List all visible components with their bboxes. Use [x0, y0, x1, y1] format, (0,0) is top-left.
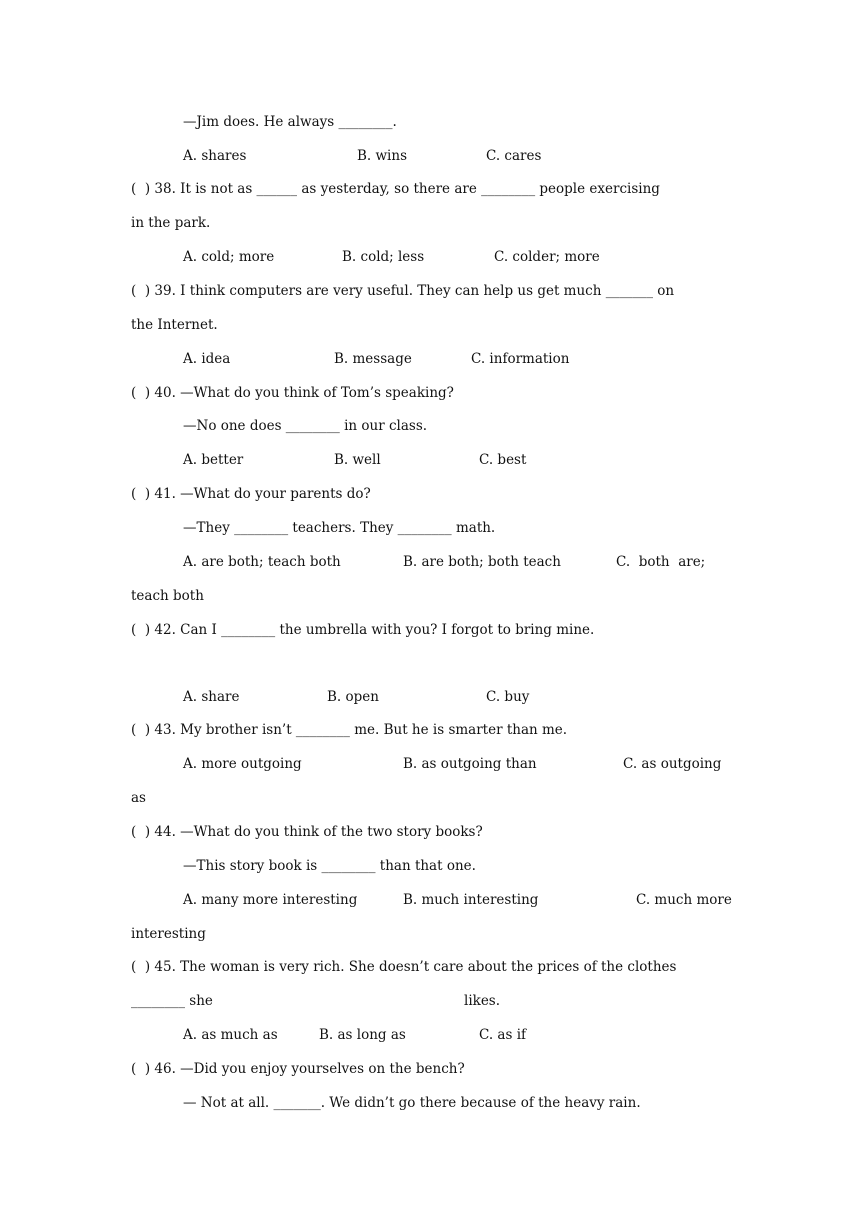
question-39: ( ) 39. I think computers are very useful. They can help us get much _______ on: [131, 283, 675, 299]
option-44-c: C. much more: [636, 892, 732, 908]
question-38: ( ) 38. It is not as ______ as yesterday, so there are ________ people exercising: [131, 181, 660, 197]
dialogue-line-41-answer: —They ________ teachers. They ________ math.: [183, 520, 496, 536]
option-41-c-cont: teach both: [131, 588, 204, 604]
dialogue-line-46-answer: — Not at all. _______. We didn’t go there because of the heavy rain.: [183, 1095, 641, 1111]
question-40: ( ) 40. —What do you think of Tom’s speaking?: [131, 385, 454, 401]
option-40-b: B. well: [334, 452, 381, 468]
option-44-a: A. many more interesting: [183, 892, 358, 908]
option-44-c-cont: interesting: [131, 926, 206, 942]
option-39-a: A. idea: [183, 351, 231, 367]
option-41-b: B. are both; both teach: [403, 554, 561, 570]
option-37-c: C. cares: [486, 148, 542, 164]
option-39-c: C. information: [471, 351, 570, 367]
option-43-a: A. more outgoing: [183, 756, 302, 772]
option-45-b: B. as long as: [319, 1027, 406, 1043]
option-44-b: B. much interesting: [403, 892, 539, 908]
dialogue-line-37-answer: —Jim does. He always ________.: [183, 114, 397, 130]
question-42: ( ) 42. Can I ________ the umbrella with you? I forgot to bring mine.: [131, 622, 595, 638]
option-43-b: B. as outgoing than: [403, 756, 537, 772]
question-45-cont-end: likes.: [464, 993, 501, 1009]
question-46: ( ) 46. —Did you enjoy yourselves on the bench?: [131, 1061, 465, 1077]
option-40-c: C. best: [479, 452, 527, 468]
option-41-a: A. are both; teach both: [183, 554, 341, 570]
question-43: ( ) 43. My brother isn’t ________ me. But he is smarter than me.: [131, 722, 568, 738]
option-37-b: B. wins: [357, 148, 407, 164]
option-42-b: B. open: [327, 689, 379, 705]
option-43-c: C. as outgoing: [623, 756, 722, 772]
option-40-a: A. better: [183, 452, 244, 468]
dialogue-line-44-answer: —This story book is ________ than that one.: [183, 858, 476, 874]
question-38-cont: in the park.: [131, 215, 211, 231]
question-45-cont: ________ she: [131, 993, 213, 1009]
question-41: ( ) 41. —What do your parents do?: [131, 486, 371, 502]
dialogue-line-40-answer: —No one does ________ in our class.: [183, 418, 428, 434]
option-42-c: C. buy: [486, 689, 530, 705]
option-43-c-cont: as: [131, 790, 146, 806]
question-45: ( ) 45. The woman is very rich. She doesn’t care about the prices of the clothes: [131, 959, 677, 975]
option-42-a: A. share: [183, 689, 240, 705]
option-37-a: A. shares: [183, 148, 247, 164]
question-44: ( ) 44. —What do you think of the two story books?: [131, 824, 483, 840]
option-39-b: B. message: [334, 351, 412, 367]
option-38-b: B. cold; less: [342, 249, 425, 265]
option-45-a: A. as much as: [183, 1027, 278, 1043]
option-38-c: C. colder; more: [494, 249, 600, 265]
option-41-c: C. both are;: [616, 554, 706, 570]
option-38-a: A. cold; more: [183, 249, 275, 265]
option-45-c: C. as if: [479, 1027, 527, 1043]
question-39-cont: the Internet.: [131, 317, 218, 333]
